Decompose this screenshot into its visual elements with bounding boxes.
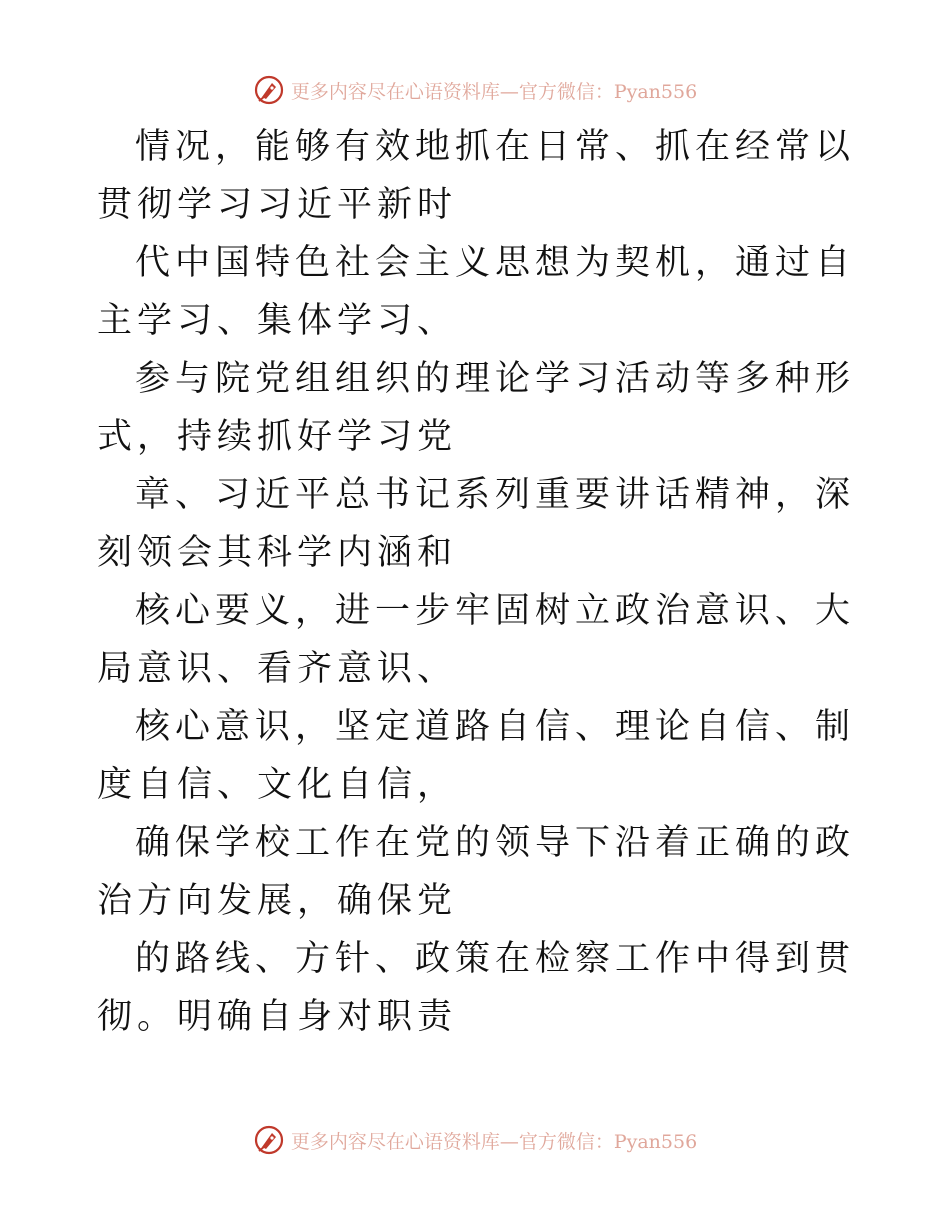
document-body — [97, 118, 857, 1046]
header-banner-text: 更多内容尽在心语资料库—官方微信：Pyan556 — [290, 80, 698, 103]
paragraph-5: 核心要义，进一步牢固树立政治意识、大局意识、看齐意识、 — [97, 591, 856, 689]
pen-nib-logo-icon — [253, 1124, 285, 1156]
header-watermark — [0, 72, 950, 108]
footer-watermark — [0, 1122, 950, 1158]
paragraph-4: 章、习近平总书记系列重要讲话精神，深刻领会其科学内涵和 — [97, 475, 856, 573]
pen-nib-logo-icon — [253, 74, 285, 106]
paragraph-7: 确保学校工作在党的领导下沿着正确的政治方向发展，确保党 — [97, 823, 856, 921]
footer-banner-text: 更多内容尽在心语资料库—官方微信：Pyan556 — [290, 1130, 698, 1153]
paragraph-8: 的路线、方针、政策在检察工作中得到贯彻。明确自身对职责 — [97, 939, 856, 1037]
paragraph-6: 核心意识，坚定道路自信、理论自信、制度自信、文化自信， — [97, 707, 856, 805]
paragraph-3: 参与院党组组织的理论学习活动等多种形式，持续抓好学习党 — [97, 359, 856, 457]
paragraph-1: 情况，能够有效地抓在日常、抓在经常以贯彻学习习近平新时 — [97, 127, 856, 225]
paragraph-2: 代中国特色社会主义思想为契机，通过自主学习、集体学习、 — [97, 243, 856, 341]
